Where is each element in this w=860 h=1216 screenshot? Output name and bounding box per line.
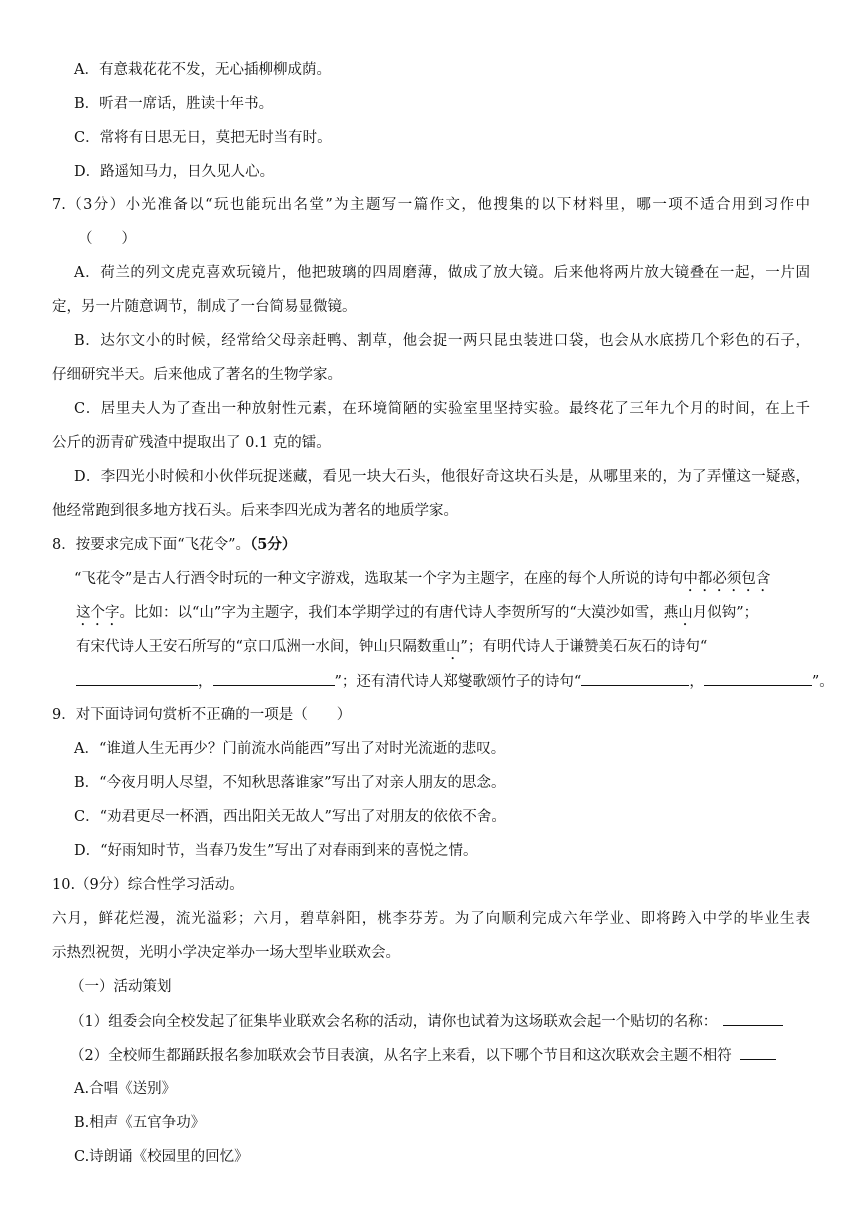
q10-item-1 xyxy=(70,1011,783,1032)
q10-stem: 10.（9分）综合性学习活动。 xyxy=(52,877,244,893)
q8-paragraph-line4 xyxy=(76,671,834,692)
q7-stem: 7.（3分）小光准备以“玩也能玩出名堂”为主题写一篇作文，他搜集的以下材料里，哪一项不适合用到习作中 xyxy=(52,197,810,213)
q8-p2-emphasis: 这个字 xyxy=(76,605,120,621)
q8-stem-text: 8．按要求完成下面“飞花令”。 xyxy=(52,537,251,553)
q8-p3-text-end: ”；有明代诗人于谦赞美石灰石的诗句“ xyxy=(460,639,708,655)
q8-paragraph-line3 xyxy=(76,637,707,663)
q10-intro-line2: 示热烈祝贺，光明小学决定举办一场大型毕业联欢会。 xyxy=(52,945,400,961)
q7-option-a-line2: 定，另一片随意调节，制成了一台简易显微镜。 xyxy=(52,299,357,315)
q9-option-a: A．“谁道人生无再少？门前流水尚能西”写出了对时光流逝的悲叹。 xyxy=(74,741,506,757)
q8-sep-2: ， xyxy=(689,674,704,690)
q7-option-d-line1: D．李四光小时候和小伙伴玩捉迷藏，看见一块大石头，他很好奇这块石头是，从哪里来的，为了弄懂这一疑惑， xyxy=(74,469,810,485)
q8-p1-text: “飞花令”是古人行酒令时玩的一种文字游戏，选取某一个字为主题字，在座的每个人所说的诗句 xyxy=(74,571,684,587)
q8-score: （5分） xyxy=(250,536,297,553)
q7-option-a-line1: A．荷兰的列文虎克喜欢玩镜片，他把玻璃的四周磨薄，做成了放大镜。后来他将两片放大镜叠在一起，一片固 xyxy=(74,265,810,281)
q9-option-b: B．“今夜月明人尽望，不知秋思落谁家”写出了对亲人朋友的思念。 xyxy=(74,775,506,791)
q10-item-2 xyxy=(70,1045,776,1066)
q6-option-c: C．常将有日思无日，莫把无时当有时。 xyxy=(74,130,332,146)
q8-p1-emphasis: 中都必须包含 xyxy=(683,571,771,587)
q6-option-a: A．有意栽花花不发，无心插柳柳成荫。 xyxy=(74,62,331,78)
q7-option-b-line2: 仔细研究半天。后来他成了著名的生物学家。 xyxy=(52,367,342,383)
q8-blank-3[interactable] xyxy=(581,671,689,686)
q8-sep-1: ， xyxy=(198,674,213,690)
q8-p4-mid: ”；还有清代诗人郑燮歌颂竹子的诗句“ xyxy=(334,674,582,690)
q8-stem xyxy=(52,535,296,555)
q10-item-2-text: （2）全校师生都踊跃报名参加联欢会节目表演，从名字上来看，以下哪个节目和这次联欢会主题不相符 xyxy=(70,1048,732,1064)
q9-stem: 9．对下面诗词句赏析不正确的一项是（ ） xyxy=(52,707,352,723)
q10-item-1-blank[interactable] xyxy=(723,1011,783,1026)
q8-p2-emphasis-shan: 山 xyxy=(678,605,693,621)
q10-option-b: B.相声《五官争功》 xyxy=(74,1115,206,1131)
q7-answer-paren: （ ） xyxy=(78,231,136,247)
q10-item-2-blank[interactable] xyxy=(740,1045,776,1060)
q10-option-c: C.诗朗诵《校园里的回忆》 xyxy=(74,1149,249,1165)
q8-paragraph-line2 xyxy=(76,603,758,629)
q8-paragraph-line1 xyxy=(74,569,770,595)
q10-intro-line1: 六月，鲜花烂漫，流光溢彩；六月，碧草斜阳，桃李芬芳。为了向顺利完成六年学业、即将跨入中学的毕业生表 xyxy=(52,911,810,927)
q9-option-d: D．“好雨知时节，当春乃发生”写出了对春雨到来的喜悦之情。 xyxy=(74,843,478,859)
q6-option-d: D．路遥知马力，日久见人心。 xyxy=(74,164,275,180)
q8-blank-1[interactable] xyxy=(76,671,198,686)
q8-p4-end: ”。 xyxy=(811,674,834,690)
q7-option-c-line2: 公斤的沥青矿残渣中提取出了 0.1 克的镭。 xyxy=(52,435,331,451)
q8-p3-text: 有宋代诗人王安石所写的“京口瓜洲一水间，钟山只隔数重 xyxy=(76,639,446,655)
q8-p3-emphasis-shan: 山 xyxy=(445,639,461,655)
q8-blank-2[interactable] xyxy=(213,671,335,686)
q7-option-d-line2: 他经常跑到很多地方找石头。后来李四光成为著名的地质学家。 xyxy=(52,503,458,519)
q10-option-a: A.合唱《送别》 xyxy=(74,1081,177,1097)
q7-option-c-line1: C．居里夫人为了查出一种放射性元素，在环境简陋的实验室里坚持实验。最终花了三年九个月的时间，在上千 xyxy=(74,401,810,417)
q8-p2-text-end: 月似钩”； xyxy=(692,605,759,621)
q8-p2-text: 。比如：以“山”字为主题字，我们本学期学过的有唐代诗人李贺所写的“大漠沙如雪，燕 xyxy=(119,605,679,621)
q10-section-title: （一）活动策划 xyxy=(70,979,172,995)
q6-option-b: B．听君一席话，胜读十年书。 xyxy=(74,96,274,112)
q8-blank-4[interactable] xyxy=(704,671,812,686)
q7-option-b-line1: B．达尔文小的时候，经常给父母亲赶鸭、割草，他会捉一两只昆虫装进口袋，也会从水底捞几个彩色的石子， xyxy=(74,333,810,349)
q9-option-c: C．“劝君更尽一杯酒，西出阳关无故人”写出了对朋友的依依不舍。 xyxy=(74,809,506,825)
q10-item-1-text: （1）组委会向全校发起了征集毕业联欢会名称的活动，请你也试着为这场联欢会起一个贴切的名称： xyxy=(70,1014,718,1030)
